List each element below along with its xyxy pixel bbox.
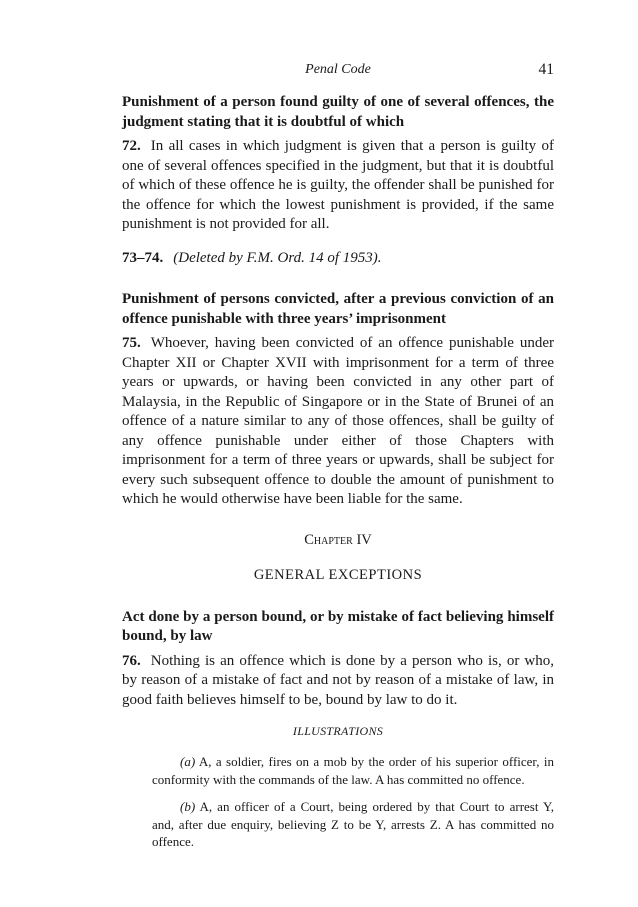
illustration-a-label: (a) — [180, 754, 196, 769]
page-header — [122, 62, 554, 82]
section-75-heading: Punishment of persons convicted, after a previous conviction of an offence punishable with three years’ imprisonment — [122, 291, 554, 327]
illustration-a-text: A, a soldier, fires on a mob by the order of his superior officer, in conformity with the commands of the law. A has committed no offence. — [152, 754, 554, 787]
illustration-b — [152, 798, 554, 851]
chapter-title: GENERAL EXCEPTIONS — [253, 566, 423, 583]
page-number: 41 — [538, 61, 554, 78]
section-76-heading: Act done by a person bound, or by mistake of fact believing himself bound, by law — [122, 608, 554, 644]
section-73-74-text: (Deleted by F.M. Ord. 14 of 1953). — [173, 249, 382, 266]
illustration-a — [152, 753, 554, 788]
illustrations-title: ILLUSTRATIONS — [292, 724, 384, 738]
section-76-text: Nothing is an offence which is done by a person who is, or who, by reason of a mistake of fact and not by reason of a mistake of law, in good faith believes himself to be, bound by law to do it. — [122, 652, 554, 708]
section-75-paragraph — [122, 334, 554, 510]
illustration-b-text: A, an officer of a Court, being ordered by that Court to arrest Y, and, after due enquiry, believing Z to be Y, arrests Z. A has committed no offence. — [152, 799, 554, 849]
section-73-74-number: 73–74. — [122, 249, 164, 266]
section-75-text: Whoever, having been convicted of an offence punishable under Chapter XII or Chapter XVII with imprisonment for a term of three years or upwards, or having been convicted in any other part of Malaysia, in the Republic of Singapore or in the State of Brunei of an offence of a nature similar to any of those offences, shall be guilty of any offence punishable under either of those Chapters with imprisonment for a term of three years or upwards, shall be subject for every such subsequent offence to double the amount of punishment to which he would otherwise have been liable for the same. — [122, 335, 554, 507]
section-72-paragraph — [122, 137, 554, 235]
chapter-label: Chapter IV — [304, 531, 372, 548]
section-72-number: 72. — [122, 138, 141, 154]
running-title: Penal Code — [305, 62, 371, 77]
section-72-text: In all cases in which judgment is given that a person is guilty of one of several offences specified in the judgment, but that it is doubtful of which of these offence he is guilty, the offender shall be punished for the offence for which the lowest punishment is provided, if the same punishment is not provided for all. — [122, 138, 554, 232]
section-76-paragraph — [122, 652, 554, 711]
section-76-number: 76. — [122, 652, 141, 669]
section-73-74-paragraph — [122, 249, 554, 269]
illustration-b-label: (b) — [180, 799, 196, 814]
section-72-heading: Punishment of a person found guilty of one of several offences, the judgment stating that it is doubtful of which — [122, 94, 554, 130]
page-body — [122, 93, 554, 851]
section-75-number: 75. — [122, 335, 141, 351]
